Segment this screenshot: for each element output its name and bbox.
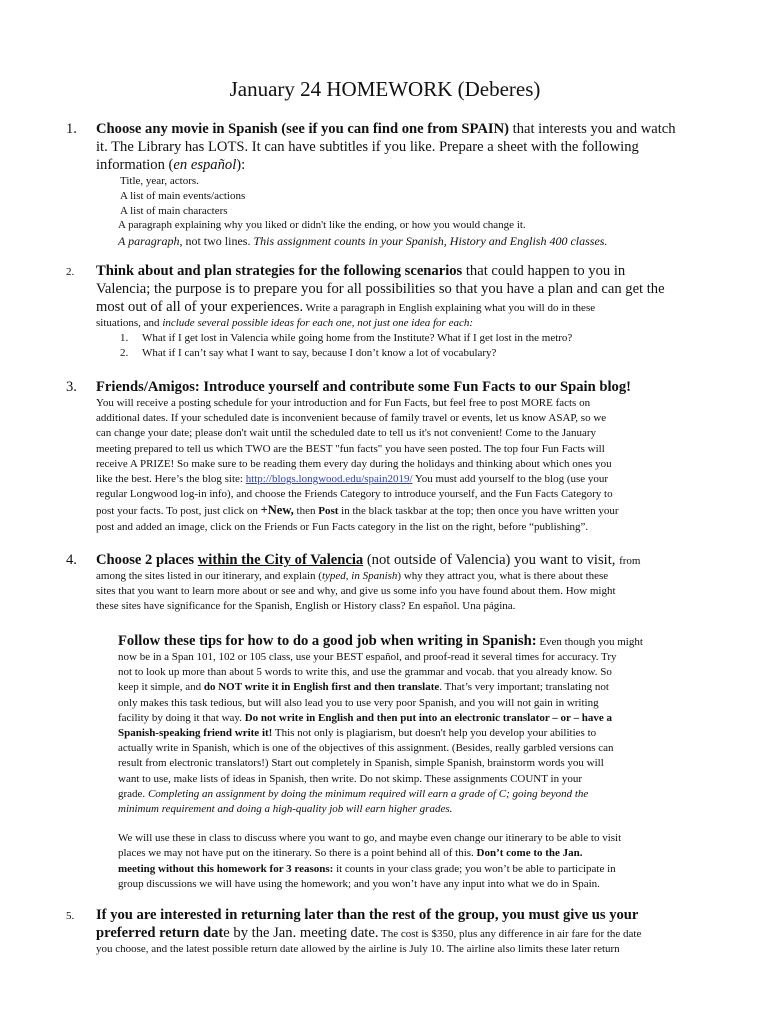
item-number: 4. bbox=[66, 552, 77, 568]
list-item: 1. What if I get lost in Valencia while going home from the Institute? What if I get lost in the metro? bbox=[120, 331, 573, 344]
blog-link[interactable]: http://blogs.longwood.edu/spain2019/ bbox=[245, 473, 413, 486]
item-heading: Choose 2 places bbox=[96, 552, 198, 568]
list-item: 2. What if I can’t say what I want to say, because I don’t know a lot of vocabulary? bbox=[120, 346, 497, 359]
page-title: January 24 HOMEWORK (Deberes) bbox=[229, 77, 541, 101]
writing-tips: Follow these tips for how to do a good job when writing in Spanish: Even though you might now be in a Span 101, 102 or 105 class, use your BEST español, and proof-read it several times for accuracy. Try not to look up more than about 5 words to write this, and use the grammar and vocab. that you already know. So keep it simple, and do NOT write it in English first and then translate. That’s very important; translating not only makes this task tedious, but will also lead you to use very poor Spanish, and you will not gain in writing facility by doing it that way. Do not write in English and then put into an electronic translator – or – have a Spanish-speaking friend write it! This not only is plagiarism, but doesn't help you develop your abilities to actually write in Spanish, which is one of the objectives of this assignment. (Besides, really garbled versions can result from electronic translators!) Start out completely in Spanish, simple Spanish, brainstorm words you will want to use, make lists of ideas in Spanish, then write. Do not skimp. These assignments COUNT in your grade. Completing an assignment by doing the minimum required will earn a grade of C; going beyond the minimum requirement and doing a high-quality job will earn higher grades. We will use these in class to discuss where you want to go, and maybe even change our itinerary to be able to visit places we may not have put on the itinerary. So there is a point behind all of this. Don’t come to the Jan. meeting without this homework for 3 reasons: it counts in your class grade; you won’t be able to participate in group discussions we will have using the homework; and you won’t have any input into what we do in Spain. bbox=[118, 633, 643, 890]
list-item: A list of main characters bbox=[120, 204, 228, 217]
item-5: 5. If you are interested in returning later than the rest of the group, you must give us your preferred return date by the Jan. meeting date. The cost is $350, plus any difference in air fare for the date you choose, and the latest possible return date allowed by the airline is July 10. The airline also limits these later return bbox=[66, 907, 642, 955]
list-item: Title, year, actors. bbox=[120, 175, 199, 187]
list-item: A paragraph explaining why you liked or didn't like the ending, or how you would change it. bbox=[118, 219, 526, 232]
item-1: 1. Choose any movie in Spanish (see if you can find one from SPAIN) that interests you and watch it. The Library has LOTS. It can have subtitles if you like. Prepare a sheet with the following information (en español): Title, year, actors. A list of main events/actions A list of main characters A paragraph explaining why you liked or didn't like the ending, or how you would change it. A paragraph, not two lines. This assignment counts in your Spanish, History and English 400 classes. bbox=[66, 120, 706, 250]
item-heading: If you are interested in returning later than the rest of the group, you must give us your bbox=[96, 907, 639, 923]
item-3: 3. Friends/Amigos: Introduce yourself and contribute some Fun Facts to our Spain blog! You will receive a posting schedule for your introduction and for Fun Facts, but feel free to post MORE facts on additional dates. If your scheduled date is inconvenient because of family travel or events, let us know ASAP, so we can change your date; please don't wait until the scheduled date to tell us it's not convenient! Come to the January meeting prepared to tell us which TWO are the BEST "fun facts" you have seen posted. The top four Fun Facts will receive A PRIZE! So make sure to be reading them every day during the holidays and thinking about which ones you like the best. Here’s the blog site: http://blogs.longwood.edu/spain2019/ You must add yourself to the blog (use your regular Longwood log-in info), and choose the Friends Category to introduce yourself, and the Fun Facts Category to post your facts. To post, just click on +New, then Post in the black taskbar at the top; then once you have written your post and added an image, click on the Friends or Fun Facts category in the list on the right, before “publishing”. bbox=[66, 379, 631, 534]
item-heading: Choose any movie in Spanish (see if you can find one from SPAIN) bbox=[96, 121, 509, 137]
item-number: 5. bbox=[66, 910, 75, 922]
list-item: A paragraph, not two lines. This assignment counts in your Spanish, History and English 400 classes. bbox=[118, 234, 608, 249]
item-heading: Think about and plan strategies for the following scenarios bbox=[96, 263, 463, 279]
tips-heading: Follow these tips for how to do a good job when writing in Spanish: bbox=[118, 633, 537, 649]
item-4: 4. Choose 2 places within the City of Valencia (not outside of Valencia) you want to visit, from among the sites listed in our itinerary, and explain (typed, in Spanish) why they attract you, what is there about these sites that you want to learn more about or see and why, and give us some info you have found about them. How might these sites have significance for the Spanish, English or History class? En español. Una página. bbox=[66, 552, 641, 613]
item-number: 1. bbox=[66, 121, 77, 137]
item-number: 2. bbox=[66, 266, 75, 278]
item-2: 2. Think about and plan strategies for the following scenarios that could happen to you in Valencia; the purpose is to prepare you for all possibilities so that you have a plan and can get the most out of all of your experiences. Write a paragraph in English explaining what you will do in these situations, and include several possible ideas for each one, not just one idea for each: 1. What if I get lost in Valencia while going home from the Institute? What if I get lost in the metro? 2. What if I can’t say what I want to say, because I don’t know a lot of vocabulary? bbox=[66, 262, 706, 360]
item-heading: Friends/Amigos: Introduce yourself and contribute some Fun Facts to our Spain blog! bbox=[96, 379, 631, 395]
list-item: A list of main events/actions bbox=[120, 189, 246, 202]
item-number: 3. bbox=[66, 379, 77, 395]
